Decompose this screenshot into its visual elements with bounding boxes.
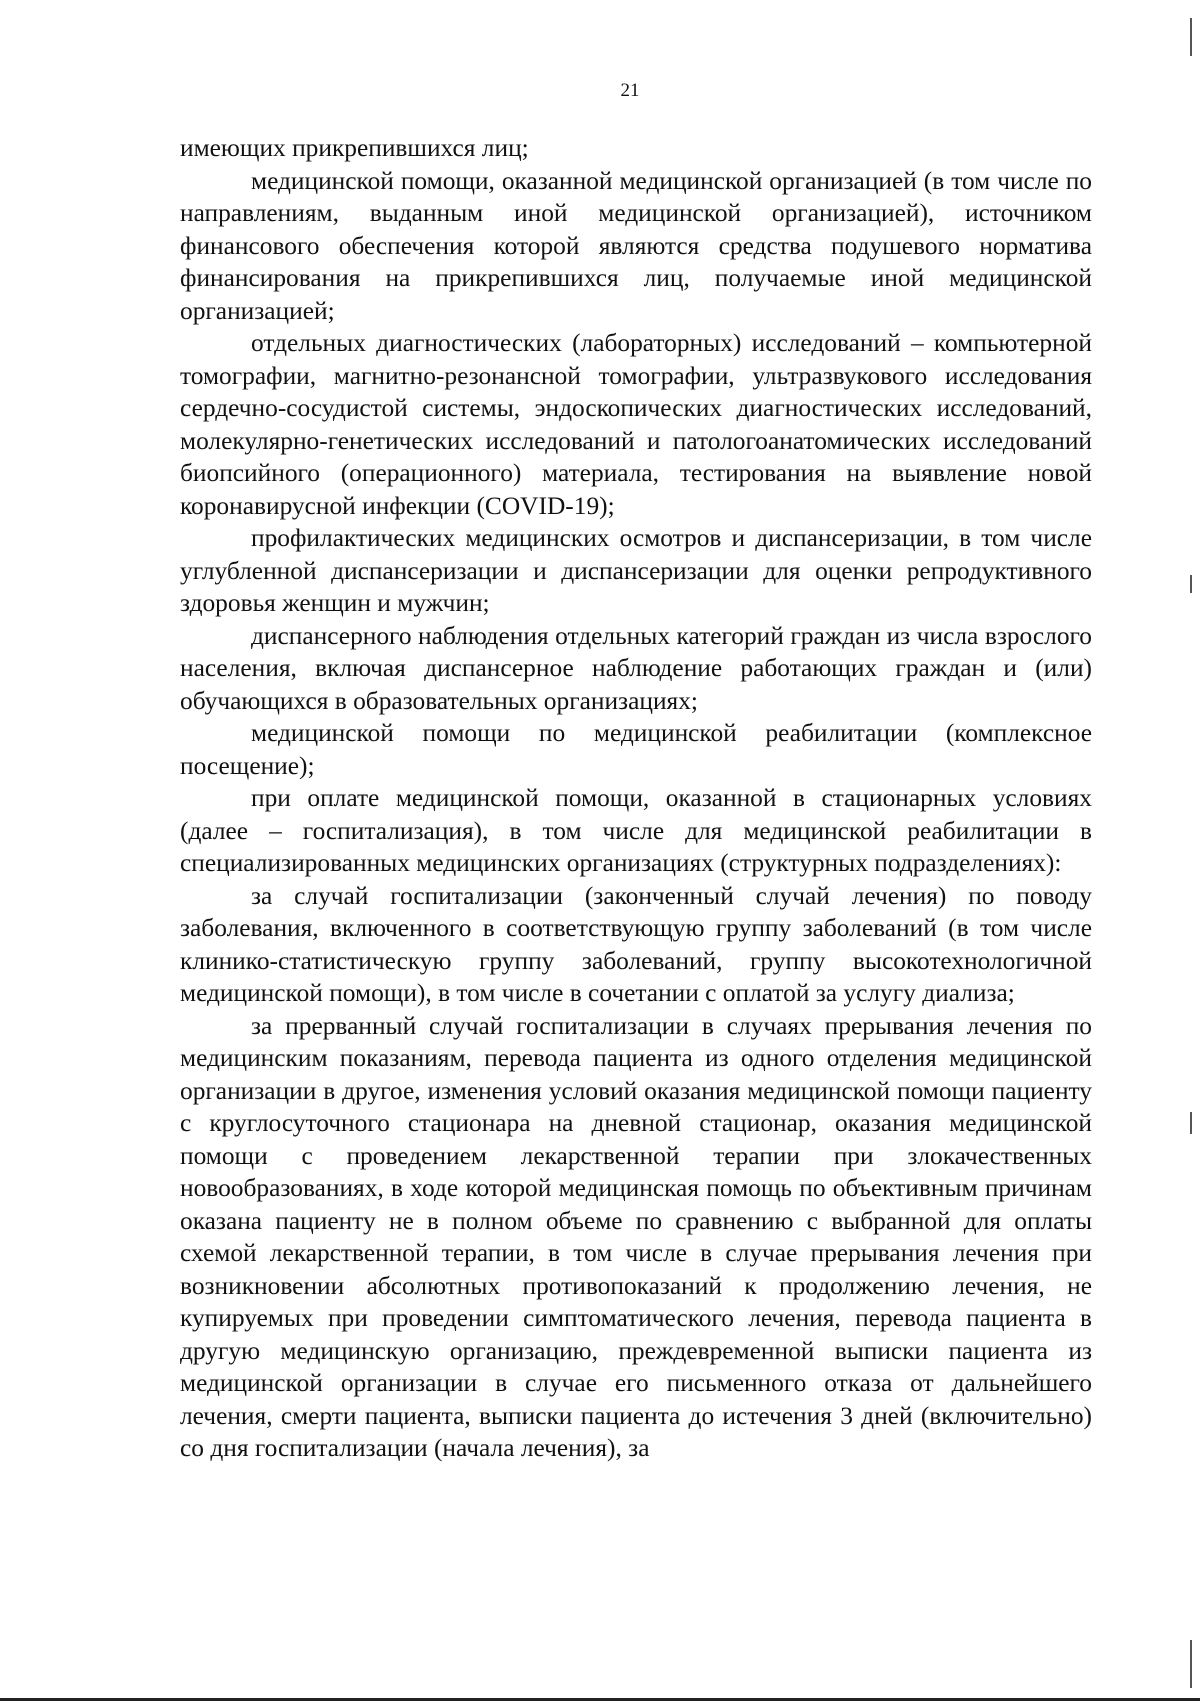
scan-bottom-edge — [0, 1698, 1200, 1701]
paragraph: имеющих прикрепившихся лиц; — [180, 134, 529, 162]
page-number: 21 — [620, 80, 640, 101]
paragraph: за случай госпитализации (законченный случай лечения) по поводу заболевания, включенного в соответствующую группу заболеваний (в том числе клинико-статистическую группу заболеваний, группу высокотехнологичной медицинской помощи), в том числе в сочетании с оплатой за услугу диализа; — [180, 881, 1092, 1007]
paragraph: медицинской помощи по медицинской реабилитации (комплексное посещение); — [180, 719, 1092, 780]
scan-edge-mark — [1190, 1640, 1192, 1688]
paragraph: диспансерного наблюдения отдельных категорий граждан из числа взрослого населения, включая диспансерное наблюдение работающих граждан и (или) обучающихся в образовательных организациях; — [180, 621, 1092, 715]
document-body — [180, 132, 1092, 1465]
paragraph: за прерванный случай госпитализации в случаях прерывания лечения по медицинским показаниям, перевода пациента из одного отделения медицинской организации в другое, изменения условий оказания медицинской помощи пациенту с круглосуточного стационара на дневной стационар, оказания медицинской помощи с проведением лекарственной терапии при злокачественных новообразованиях, в ходе которой медицинская помощь по объективным причинам оказана пациенту не в полном объеме по сравнению с выбранной для оплаты схемой лекарственной терапии, в том числе в случае прерывания лечения при возникновении абсолютных противопоказаний к продолжению лечения, не купируемых при проведении симптоматического лечения, перевода пациента в другую медицинскую организацию, преждевременной выписки пациента из медицинской организации в случае его письменного отказа от дальнейшего лечения, смерти пациента, выписки пациента до истечения 3 дней (включительно) со дня госпитализации (начала лечения), за — [180, 1011, 1092, 1462]
paragraph: при оплате медицинской помощи, оказанной в стационарных условиях (далее – госпитализация), в том числе для медицинской реабилитации в специализированных медицинских организациях (структурных подразделениях): — [180, 784, 1092, 877]
scan-edge-mark — [1190, 575, 1192, 593]
paragraph: отдельных диагностических (лабораторных) исследований – компьютерной томографии, магнитно-резонансной томографии, ультразвукового исследования сердечно-сосудистой системы, эндоскопических диагностических исследований, молекулярно-генетических исследований и патологоанатомических исследований биопсийного (операционного) материала, тестирования на выявление новой коронавирусной инфекции (COVID-19); — [180, 329, 1092, 520]
paragraph: медицинской помощи, оказанной медицинской организацией (в том числе по направлениям, выданным иной медицинской организацией), источником финансового обеспечения которой являются средства подушевого норматива финансирования на прикрепившихся лиц, получаемые иной медицинской организацией; — [180, 166, 1092, 325]
scan-edge-mark — [1190, 1112, 1192, 1134]
scan-edge-mark — [1190, 18, 1192, 56]
paragraph: профилактических медицинских осмотров и диспансеризации, в том числе углубленной диспансеризации и диспансеризации для оценки репродуктивного здоровья женщин и мужчин; — [180, 524, 1092, 617]
